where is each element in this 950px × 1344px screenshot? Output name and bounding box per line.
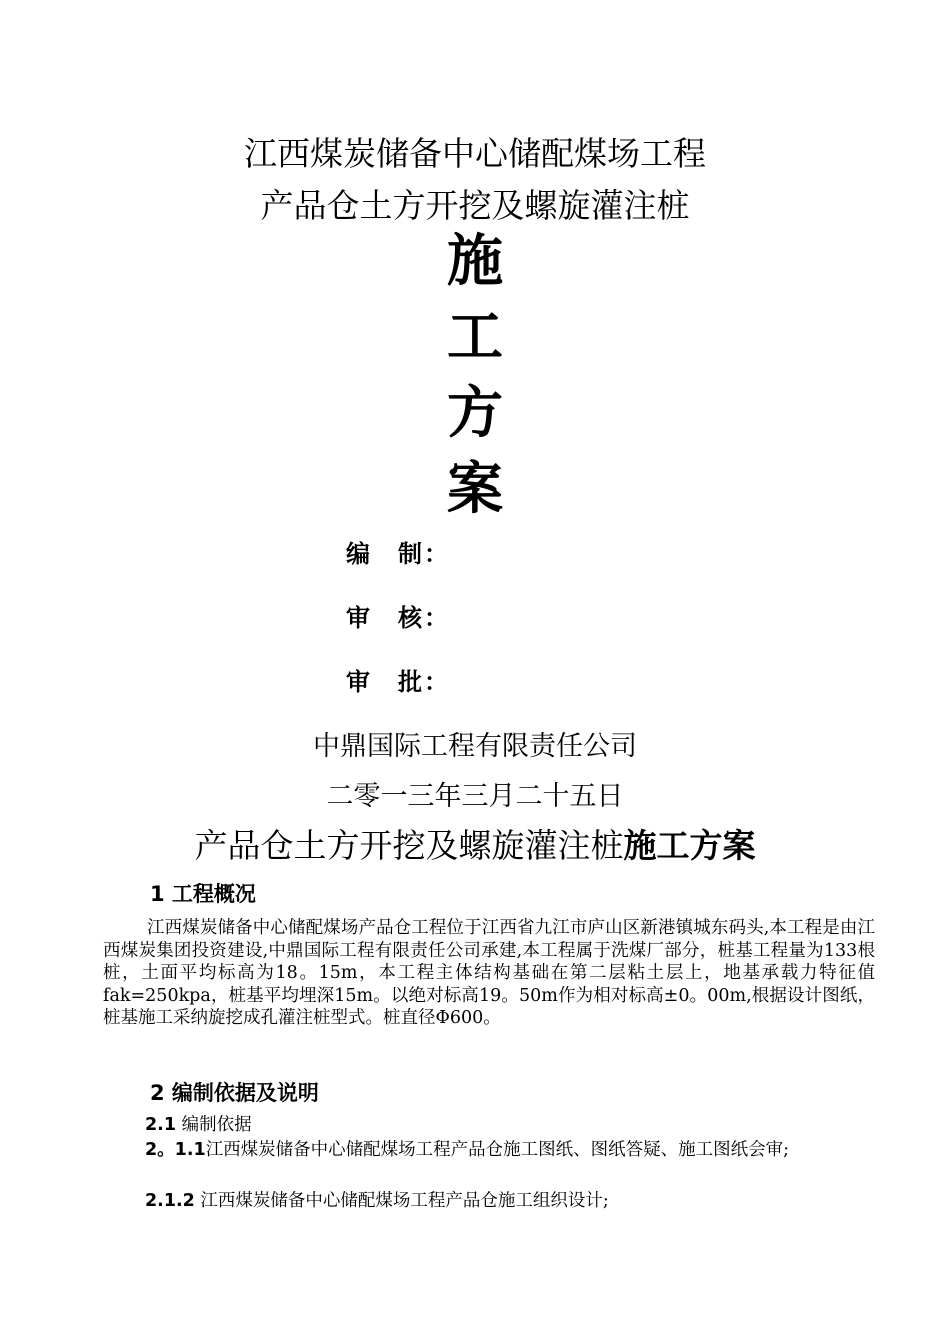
- cover-title-line1: 江西煤炭储备中心储配煤场工程: [244, 134, 706, 173]
- subsection-2-1: [145, 1114, 252, 1137]
- cover-date: 二零一三年三月二十五日: [326, 781, 624, 812]
- cover-big-char-3: 方: [447, 381, 503, 446]
- cover-title-line2: 产品仓土方开挖及螺旋灌注桩: [260, 186, 690, 225]
- section-2-heading: 2 编制依据及说明: [150, 1081, 319, 1105]
- document-title: [0, 820, 950, 867]
- document-title-bold: 施工方案: [623, 826, 756, 865]
- sign-compile: 编 制：: [346, 540, 450, 568]
- document-title-main: 产品仓土方开挖及螺旋灌注桩: [194, 826, 624, 865]
- section-1-heading: 1 工程概况: [150, 882, 256, 906]
- subsection-2-1-1: [103, 1139, 875, 1162]
- subsection-2-1-text: 编制依据: [176, 1115, 252, 1135]
- cover-big-char-4: 案: [447, 457, 503, 522]
- subsection-2-1-2-number: 2.1.2: [145, 1191, 195, 1211]
- section-1-paragraph: 江西煤炭储备中心储配煤场产品仓工程位于江西省九江市庐山区新港镇城东码头,本工程是由江西煤炭集团投资建设,中鼎国际工程有限责任公司承建,本工程属于洗煤厂部分，桩基工程量为133根桩，土面平均标高为18。15m，本工程主体结构基础在第二层粘土层上，地基承载力特征值fak=250kpa，桩基平均埋深15m。以绝对标高19。50m作为相对标高±0。00m,根据设计图纸，桩基施工采纳旋挖成孔灌注桩型式。桩直径Φ600。: [103, 918, 875, 1028]
- sign-review: 审 核：: [346, 604, 450, 632]
- subsection-2-1-1-text: 江西煤炭储备中心储配煤场工程产品仓施工图纸、图纸答疑、施工图纸会审;: [205, 1140, 790, 1160]
- subsection-2-1-2: [145, 1190, 609, 1213]
- cover-big-char-1: 施: [447, 229, 503, 294]
- subsection-2-1-2-text: 江西煤炭储备中心储配煤场工程产品仓施工组织设计;: [194, 1191, 609, 1211]
- subsection-2-1-1-number: 2。1.1: [145, 1140, 206, 1160]
- company-name: 中鼎国际工程有限责任公司: [313, 731, 637, 762]
- sign-approve: 审 批：: [346, 668, 450, 696]
- subsection-2-1-number: 2.1: [145, 1115, 177, 1135]
- cover-big-char-2: 工: [447, 305, 503, 370]
